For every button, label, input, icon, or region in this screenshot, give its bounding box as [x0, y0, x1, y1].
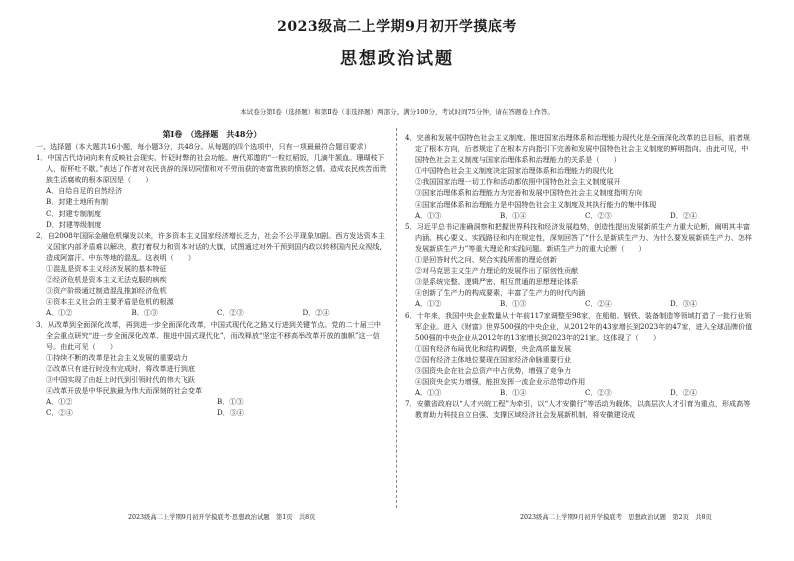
question-2-choice-b: B．①③	[131, 308, 158, 318]
question-5-choice-c: C．②④	[585, 299, 612, 309]
question-4-choice-b: B．①④	[500, 210, 527, 220]
question-6-stem: 6．十年来，我国中央企业数量从十年前117家调整至98家，在船舶、钢铁、装备制造等领域打造了一批行业领军企业。进入《财富》世界500强的中央企业，从2012年的43家增长到2023年的47家，进入全球品牌价值500强的中央企业从2012年的13家增长到2023年的21家。这体现了（ ）	[405, 310, 753, 342]
exam-subtitle: 思想政治试题	[340, 49, 454, 69]
question-6-option-1: ①国有经济布局优化和结构调整，央企高质量发展	[415, 343, 572, 353]
question-4-option-3: ③国家治理体系和治理能力为完善和发展中国特色社会主义制度指明方向	[415, 188, 642, 198]
question-3-choice-b: B．①③	[217, 397, 244, 407]
page-footer-right: 2023级高二上学期9月初开学摸底考 思想政治试题 第2页 共8页	[520, 514, 712, 521]
question-3-option-3: ③中国实现了由赶上时代到引领时代的伟大飞跃	[46, 374, 195, 384]
exam-instructions: 本试卷分第Ⅰ卷（选择题）和第Ⅱ卷（非选择题）两部分。满分100分，考试时间75分钟，请在答题卷上作答。	[240, 108, 554, 116]
question-5-option-3: ③是系统完整、逻辑严密、相互贯通的思想理论体系	[415, 277, 579, 287]
question-2-option-1: ①混乱是资本主义经济发展的基本特征	[46, 264, 167, 274]
question-1-stem: 1．中国古代诗词向来有反映社会现实、针砭时弊的社会功能。唐代郑遨的“一粒红稻饭，几滴牛颔血。珊瑚枝下人，衔杯吐不歇。”表达了作者对农民丧辞的深切同情和对不劳而获的寄富贵族的愤怒之情。造成农民疾苦而贵族生活腐败的根本原因是（ ）	[36, 153, 387, 185]
question-4-choice-c: C．②③	[585, 210, 612, 220]
question-4-choice-d: D．②④	[670, 210, 697, 220]
question-3-stem: 3．从改革到全面深化改革，再到进一步全面深化改革，中国式现代化之路又行进到关键节点。党的二十届三中全会重点研究“进一步全面深化改革、推进中国式现代化”，而改释放“坚定不移高举改革开放的旗帜”这一信号。由此可见（ ）	[36, 319, 382, 351]
column-divider	[396, 128, 397, 508]
question-4-choice-a: A．①③	[415, 210, 442, 220]
question-4-option-4: ④国家治理体系和治理能力是中国特色社会主义制度及其执行能力的集中体现	[415, 199, 657, 209]
question-6-choice-b: B．①④	[500, 388, 527, 398]
question-6-option-4: ④国资央企实力增强，能担发挥一流企业示范带动作用	[415, 377, 586, 387]
question-5-option-2: ②对马克思主义生产力理论的发展作出了原创性贡献	[415, 266, 579, 276]
question-2-choice-a: A．①②	[46, 308, 73, 318]
exam-title: 2023级高二上学期9月初开学摸底考	[277, 19, 517, 35]
question-3-choices-row2	[36, 407, 388, 418]
question-2-choice-c: C．②③	[217, 308, 244, 318]
question-5-choice-d: D．③④	[670, 299, 697, 309]
question-5-option-1: ①是回答时代之问、契合实践所需的理论创新	[415, 255, 557, 265]
question-4-choices	[405, 210, 755, 221]
question-3-option-1: ①持续不断的改革是社会主义发展的重要动力	[46, 352, 188, 362]
question-5-choice-b: B．①③	[500, 299, 527, 309]
question-2-option-3: ③资产阶级通过制造混乱推卸经济危机	[46, 286, 167, 296]
question-5-choices	[405, 298, 755, 309]
page-footer-left: 2023级高二上学期9月初开学摸底考·思想政治试题 第1页 共8页	[128, 514, 316, 521]
question-5-option-4: ④创新了生产力的构成要素，丰富了生产力的时代内涵	[415, 288, 586, 298]
question-3-option-2: ②改革只有进行时没有完成时，将改革进行到底	[46, 363, 195, 373]
question-2-stem: 2．自2008年国际金融危机爆发以来，许多资本主义国家经济增长乏力，社会不公平现象加剧。西方发达资本主义国家内部矛盾难以解决，救打着权力和资本对话的大旗，试图通过对外干预到国内政以转移国内民众视线，造成阿富汗、中东等地的混乱。这表明（ ）	[36, 230, 387, 262]
question-7-stem: 7．安徽省政府以“人才兴皖工程”为牵引，以“人才安徽行”等活动为载体，以高层次人才引育为重点，形成高等教育助力科技自立自强、支撑区域经济社会发展新机制，将安徽建设成	[405, 399, 751, 420]
question-5-choice-a: A．①②	[415, 299, 442, 309]
question-6-option-3: ③国资央企在社会总资产中占优势，增强了竞争力	[415, 365, 572, 375]
section-title: 一、选择题（本大题共16小题，每小题3分，共48分。从每题的四个选项中，只有一项最最符合题目要求）	[36, 142, 371, 151]
question-3-option-4: ④改革开放是中华民族最为伟大而深刻的社会变革	[46, 386, 203, 396]
question-1-choice-c: C．封建专制制度	[46, 208, 102, 218]
left-column	[36, 128, 388, 504]
question-2-option-2: ②经济危机是资本主义无法克服的病疾	[46, 275, 167, 285]
question-3-choice-a: A．①②	[46, 397, 73, 407]
part-title: 第Ⅰ卷 （选择题 共48分）	[162, 129, 262, 139]
question-1-choice-a: A．自给自足的自然经济	[46, 186, 123, 196]
question-2-choice-d: D．②④	[302, 308, 330, 318]
question-6-choices	[405, 387, 755, 398]
question-6-choice-a: A．①③	[415, 388, 442, 398]
question-1-choice-d: D．封建等级制度	[46, 219, 102, 229]
question-3-choice-c: C．②④	[46, 408, 73, 418]
question-6-option-2: ②国有经济主体地位要现在国家经济命脉重要行业	[415, 354, 572, 364]
question-4-option-2: ②我国国家治理一切工作和活动都依照中国特色社会主义制度展开	[415, 177, 621, 187]
question-4-option-1: ①中国特色社会主义制度决定国家治理体系和治理能力的现代化	[415, 166, 614, 176]
question-3-choice-d: D．③④	[217, 408, 244, 418]
right-column	[405, 132, 755, 504]
question-3-choices-row1	[36, 396, 388, 407]
question-6-choice-d: D．②④	[670, 388, 697, 398]
question-2-choices	[36, 307, 388, 318]
question-5-stem: 5．习近平总书记准确洞察和把握世界科技和经济发展趋势，创造性提出发展新质生产力重大论断，阐明其丰富内涵、核心要义、实践路径和内在规定性，深刻回答了“什么是新质生产力、为什么要发展新质生产力、怎样发展新质生产力”等重大理论和实践问题。新质生产力的重大论断（ ）	[405, 221, 753, 253]
question-4-stem: 4．完善和发展中国特色社会主义制度、推进国家治理体系和治理能力现代化是全面深化改革的总目标，前者规定了根本方向，后者规定了在根本方向指引下完善和发展中国特色社会主义制度的鲜明指向。由此可见，中国特色社会主义制度与国家治理体系和治理能力的关系是（ ）	[405, 133, 751, 165]
question-6-choice-c: C．②③	[585, 388, 612, 398]
question-1-choice-b: B．封建土地所有制	[46, 197, 108, 207]
question-2-option-4: ④资本主义社会的主要矛盾是危机的根源	[46, 297, 174, 307]
